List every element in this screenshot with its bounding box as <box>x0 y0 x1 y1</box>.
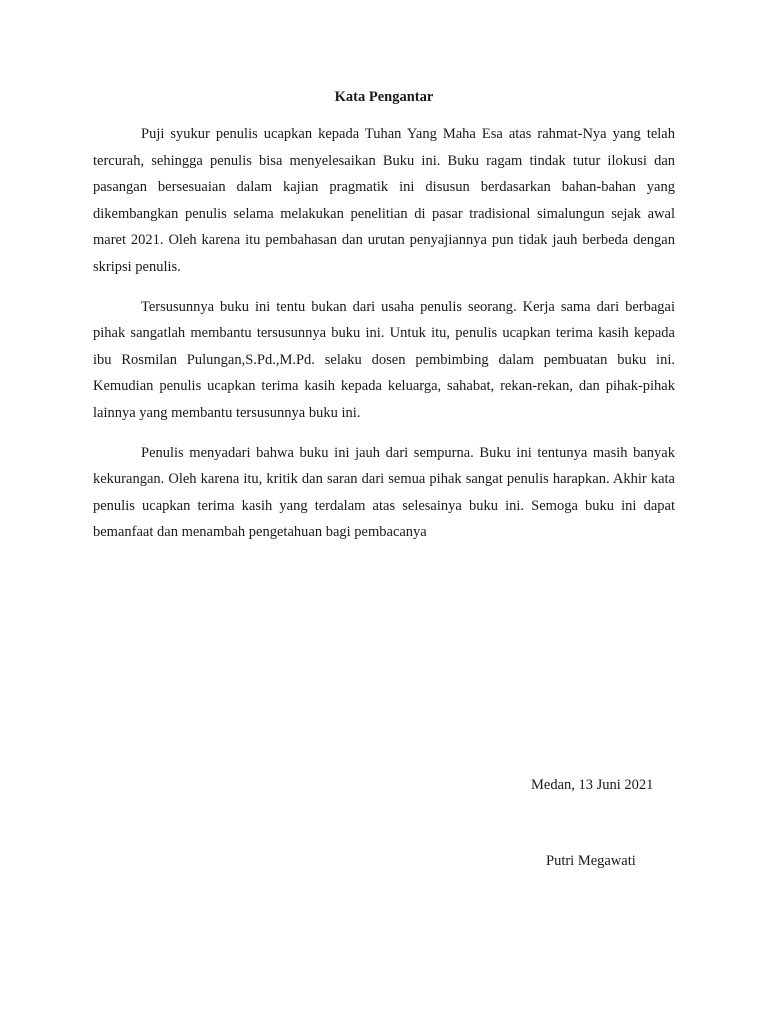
page-title: Kata Pengantar <box>334 89 434 105</box>
paragraph-1: Puji syukur penulis ucapkan kepada Tuhan Yang Maha Esa atas rahmat-Nya yang telah tercurah, sehingga penulis bisa menyelesaikan Buku ini. Buku ragam tindak tutur ilokusi dan pasangan bersesuaian dalam kajian pragmatik ini disusun berdasarkan bahan-bahan yang dikembangkan penulis selama melakukan penelitian di pasar tradisional simalungun sejak awal maret 2021. Oleh karena itu pembahasan dan urutan penyajiannya pun tidak jauh berbeda dengan skripsi penulis. <box>93 126 675 275</box>
paragraph-3: Penulis menyadari bahwa buku ini jauh dari sempurna. Buku ini tentunya masih banyak kekurangan. Oleh karena itu, kritik dan saran dari semua pihak sangat penulis harapkan. Akhir kata penulis ucapkan terima kasih yang terdalam atas selesainya buku ini. Semoga buku ini dapat bemanfaat dan menambah pengetahuan bagi pembacanya <box>93 444 675 541</box>
document-body <box>93 121 675 559</box>
signer-name: Putri Megawati <box>546 853 636 869</box>
place-date: Medan, 13 Juni 2021 <box>531 777 654 793</box>
paragraph-2: Tersusunnya buku ini tentu bukan dari usaha penulis seorang. Kerja sama dari berbagai pihak sangatlah membantu tersusunnya buku ini. Untuk itu, penulis ucapkan terima kasih kepada ibu Rosmilan Pulungan,S.Pd.,M.Pd. selaku dosen pembimbing dalam pembuatan buku ini. Kemudian penulis ucapkan terima kasih kepada keluarga, sahabat, rekan-rekan, dan pihak-pihak lainnya yang membantu tersusunnya buku ini. <box>93 298 675 421</box>
